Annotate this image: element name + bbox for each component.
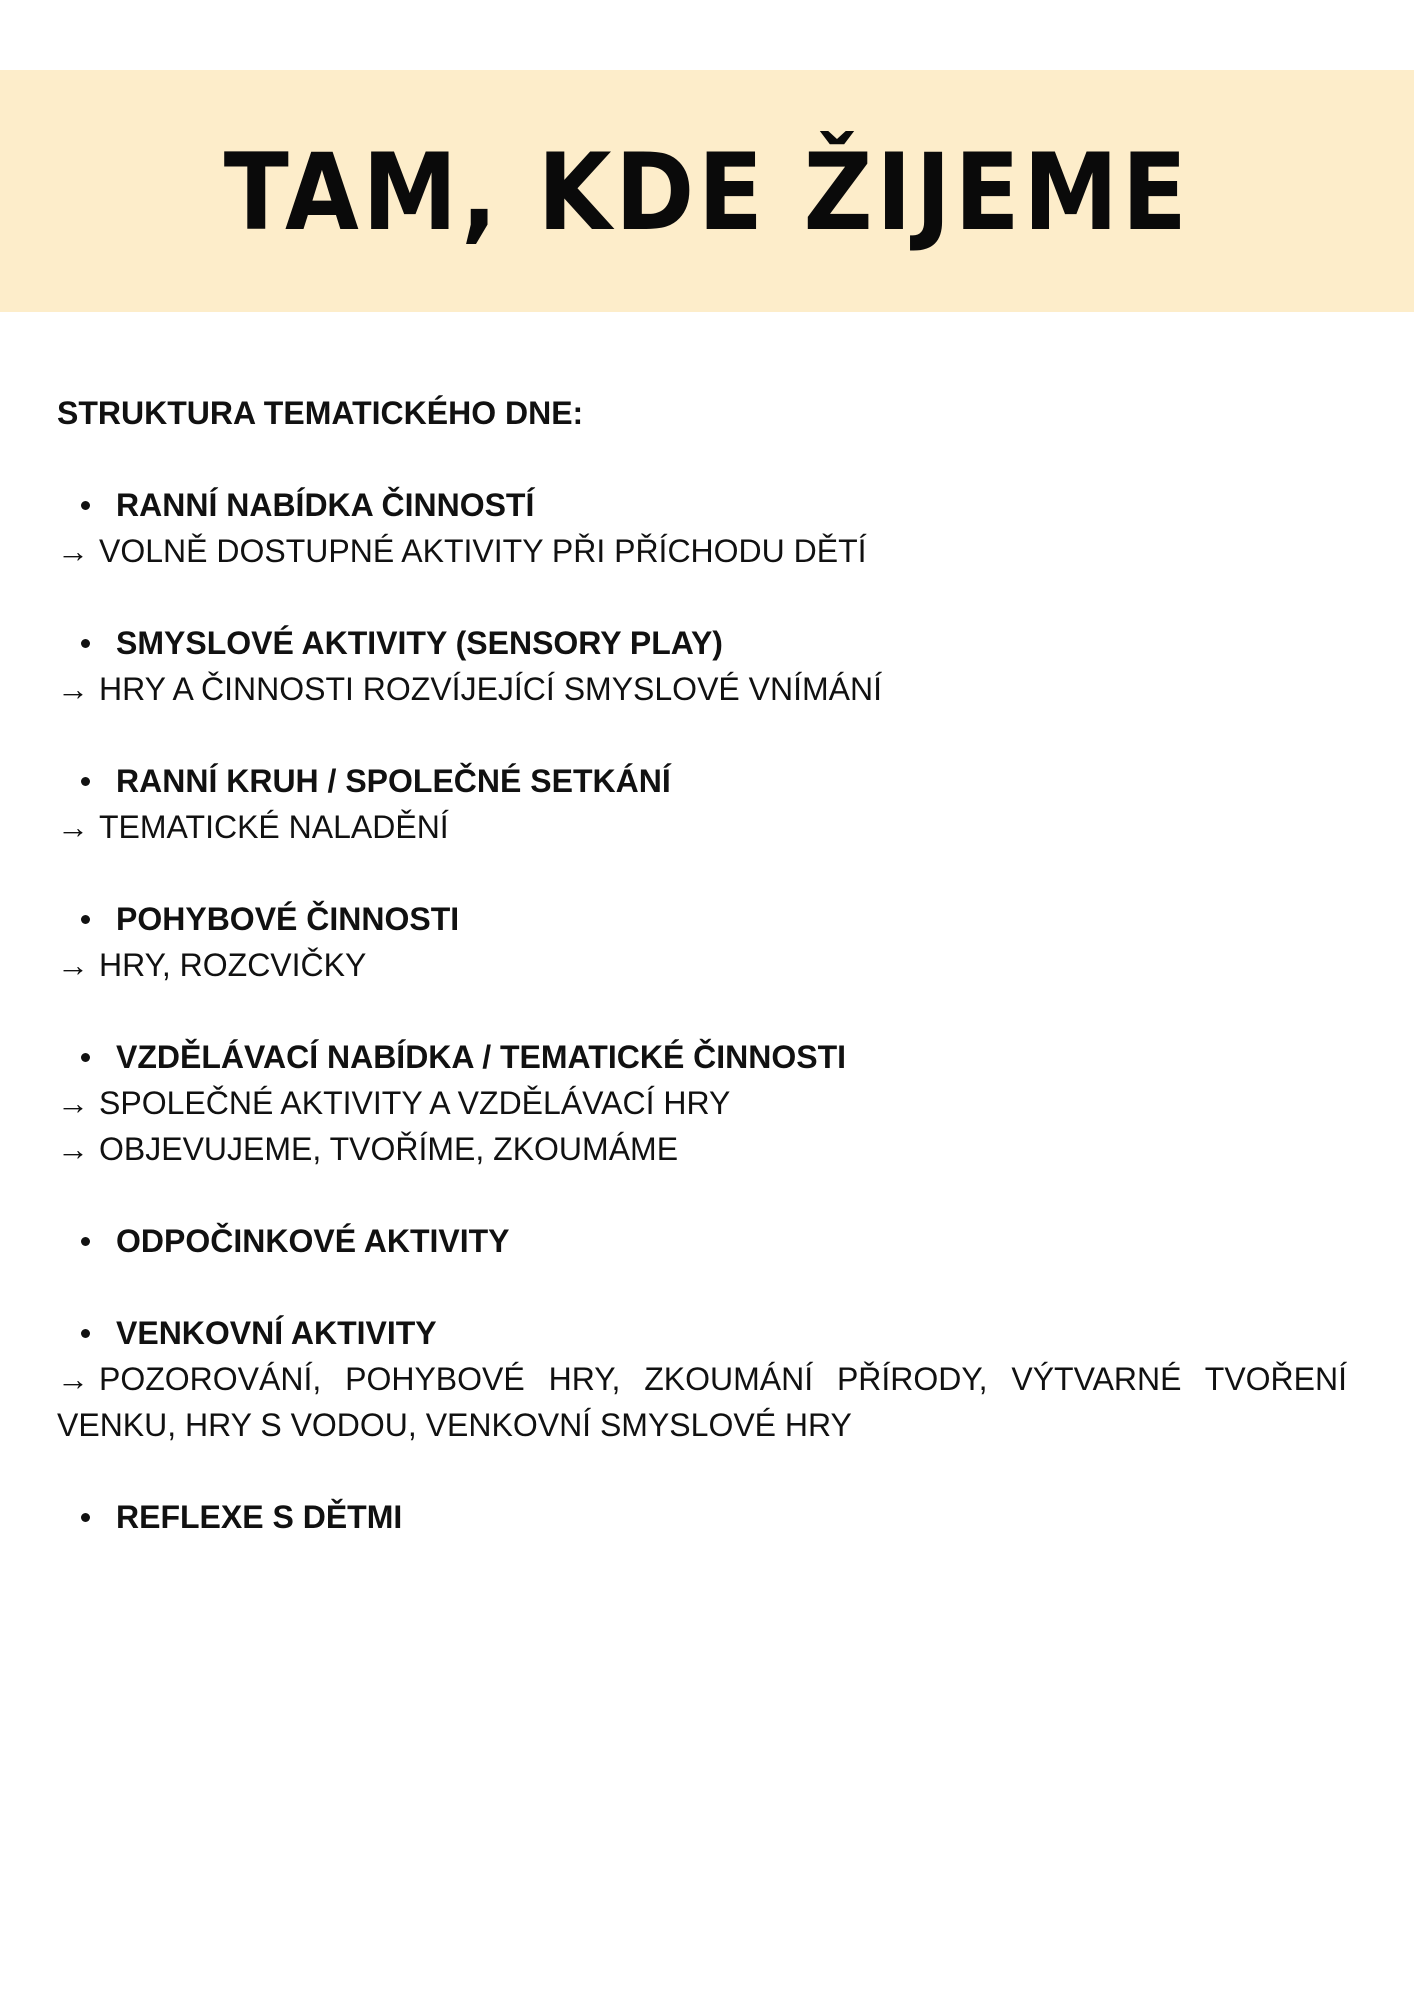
bullet-icon — [81, 1329, 90, 1338]
section-heading: STRUKTURA TEMATICKÉHO DNE: — [57, 395, 584, 431]
list-item-title — [81, 1494, 1347, 1540]
bullet-icon — [81, 501, 90, 510]
list-item-title-text: VZDĚLÁVACÍ NABÍDKA / TEMATICKÉ ČINNOSTI — [116, 1039, 847, 1075]
bullet-icon — [81, 777, 90, 786]
list-item — [57, 1310, 1347, 1448]
list-item-description — [57, 804, 1347, 850]
list-item-description — [57, 1126, 1347, 1172]
list-item-title-text: REFLEXE S DĚTMI — [116, 1499, 403, 1535]
list-item-title-text: RANNÍ KRUH / SPOLEČNÉ SETKÁNÍ — [116, 763, 671, 799]
list-item — [57, 620, 1347, 712]
list-item — [57, 482, 1347, 574]
title-banner — [0, 70, 1414, 312]
arrow-right-icon: → — [57, 1085, 89, 1121]
list-item-title — [81, 1310, 1347, 1356]
list-item-title-text: VENKOVNÍ AKTIVITY — [116, 1315, 437, 1351]
list-item — [57, 896, 1347, 988]
description-text: HRY A ČINNOSTI ROZVÍJEJÍCÍ SMYSLOVÉ VNÍMÁNÍ — [99, 671, 882, 707]
bullet-icon — [81, 639, 90, 648]
activity-list — [57, 482, 1347, 1540]
list-item-description — [57, 528, 1347, 574]
list-item — [57, 1494, 1347, 1540]
list-item-description — [57, 942, 1347, 988]
list-item-title — [81, 1218, 1347, 1264]
list-item-description — [57, 666, 1347, 712]
list-item-title — [81, 482, 1347, 528]
day-structure-section — [57, 390, 1347, 1586]
list-item — [57, 758, 1347, 850]
list-item — [57, 1218, 1347, 1264]
arrow-right-icon: → — [57, 809, 89, 845]
list-item-title — [81, 896, 1347, 942]
list-item-title-text: RANNÍ NABÍDKA ČINNOSTÍ — [116, 487, 535, 523]
list-item-title-text: POHYBOVÉ ČINNOSTI — [116, 901, 460, 937]
arrow-right-icon: → — [57, 671, 89, 707]
description-text: TEMATICKÉ NALADĚNÍ — [99, 809, 449, 845]
bullet-icon — [81, 915, 90, 924]
description-text: OBJEVUJEME, TVOŘÍME, ZKOUMÁME — [99, 1131, 679, 1167]
list-item-description — [57, 1080, 1347, 1126]
list-item-title — [81, 620, 1347, 666]
list-item-description — [57, 1356, 1347, 1448]
list-item — [57, 1034, 1347, 1172]
list-item-title — [81, 758, 1347, 804]
arrow-right-icon: → — [57, 1131, 89, 1167]
arrow-right-icon: → — [57, 947, 89, 983]
description-text: VOLNĚ DOSTUPNÉ AKTIVITY PŘI PŘÍCHODU DĚTÍ — [99, 533, 867, 569]
page-title: TAM, KDE ŽIJEME — [223, 131, 1191, 254]
description-text: POZOROVÁNÍ, POHYBOVÉ HRY, ZKOUMÁNÍ PŘÍRODY, VÝTVARNÉ TVOŘENÍ VENKU, HRY S VODOU, VENKOVNÍ SMYSLOVÉ HRY — [57, 1361, 1347, 1443]
bullet-icon — [81, 1513, 90, 1522]
description-text: SPOLEČNÉ AKTIVITY A VZDĚLÁVACÍ HRY — [99, 1085, 731, 1121]
arrow-right-icon: → — [57, 533, 89, 569]
description-text: HRY, ROZCVIČKY — [99, 947, 367, 983]
list-item-title-text: SMYSLOVÉ AKTIVITY (SENSORY PLAY) — [116, 625, 723, 661]
bullet-icon — [81, 1053, 90, 1062]
arrow-right-icon: → — [57, 1361, 89, 1397]
list-item-title-text: ODPOČINKOVÉ AKTIVITY — [116, 1223, 510, 1259]
bullet-icon — [81, 1237, 90, 1246]
list-item-title — [81, 1034, 1347, 1080]
